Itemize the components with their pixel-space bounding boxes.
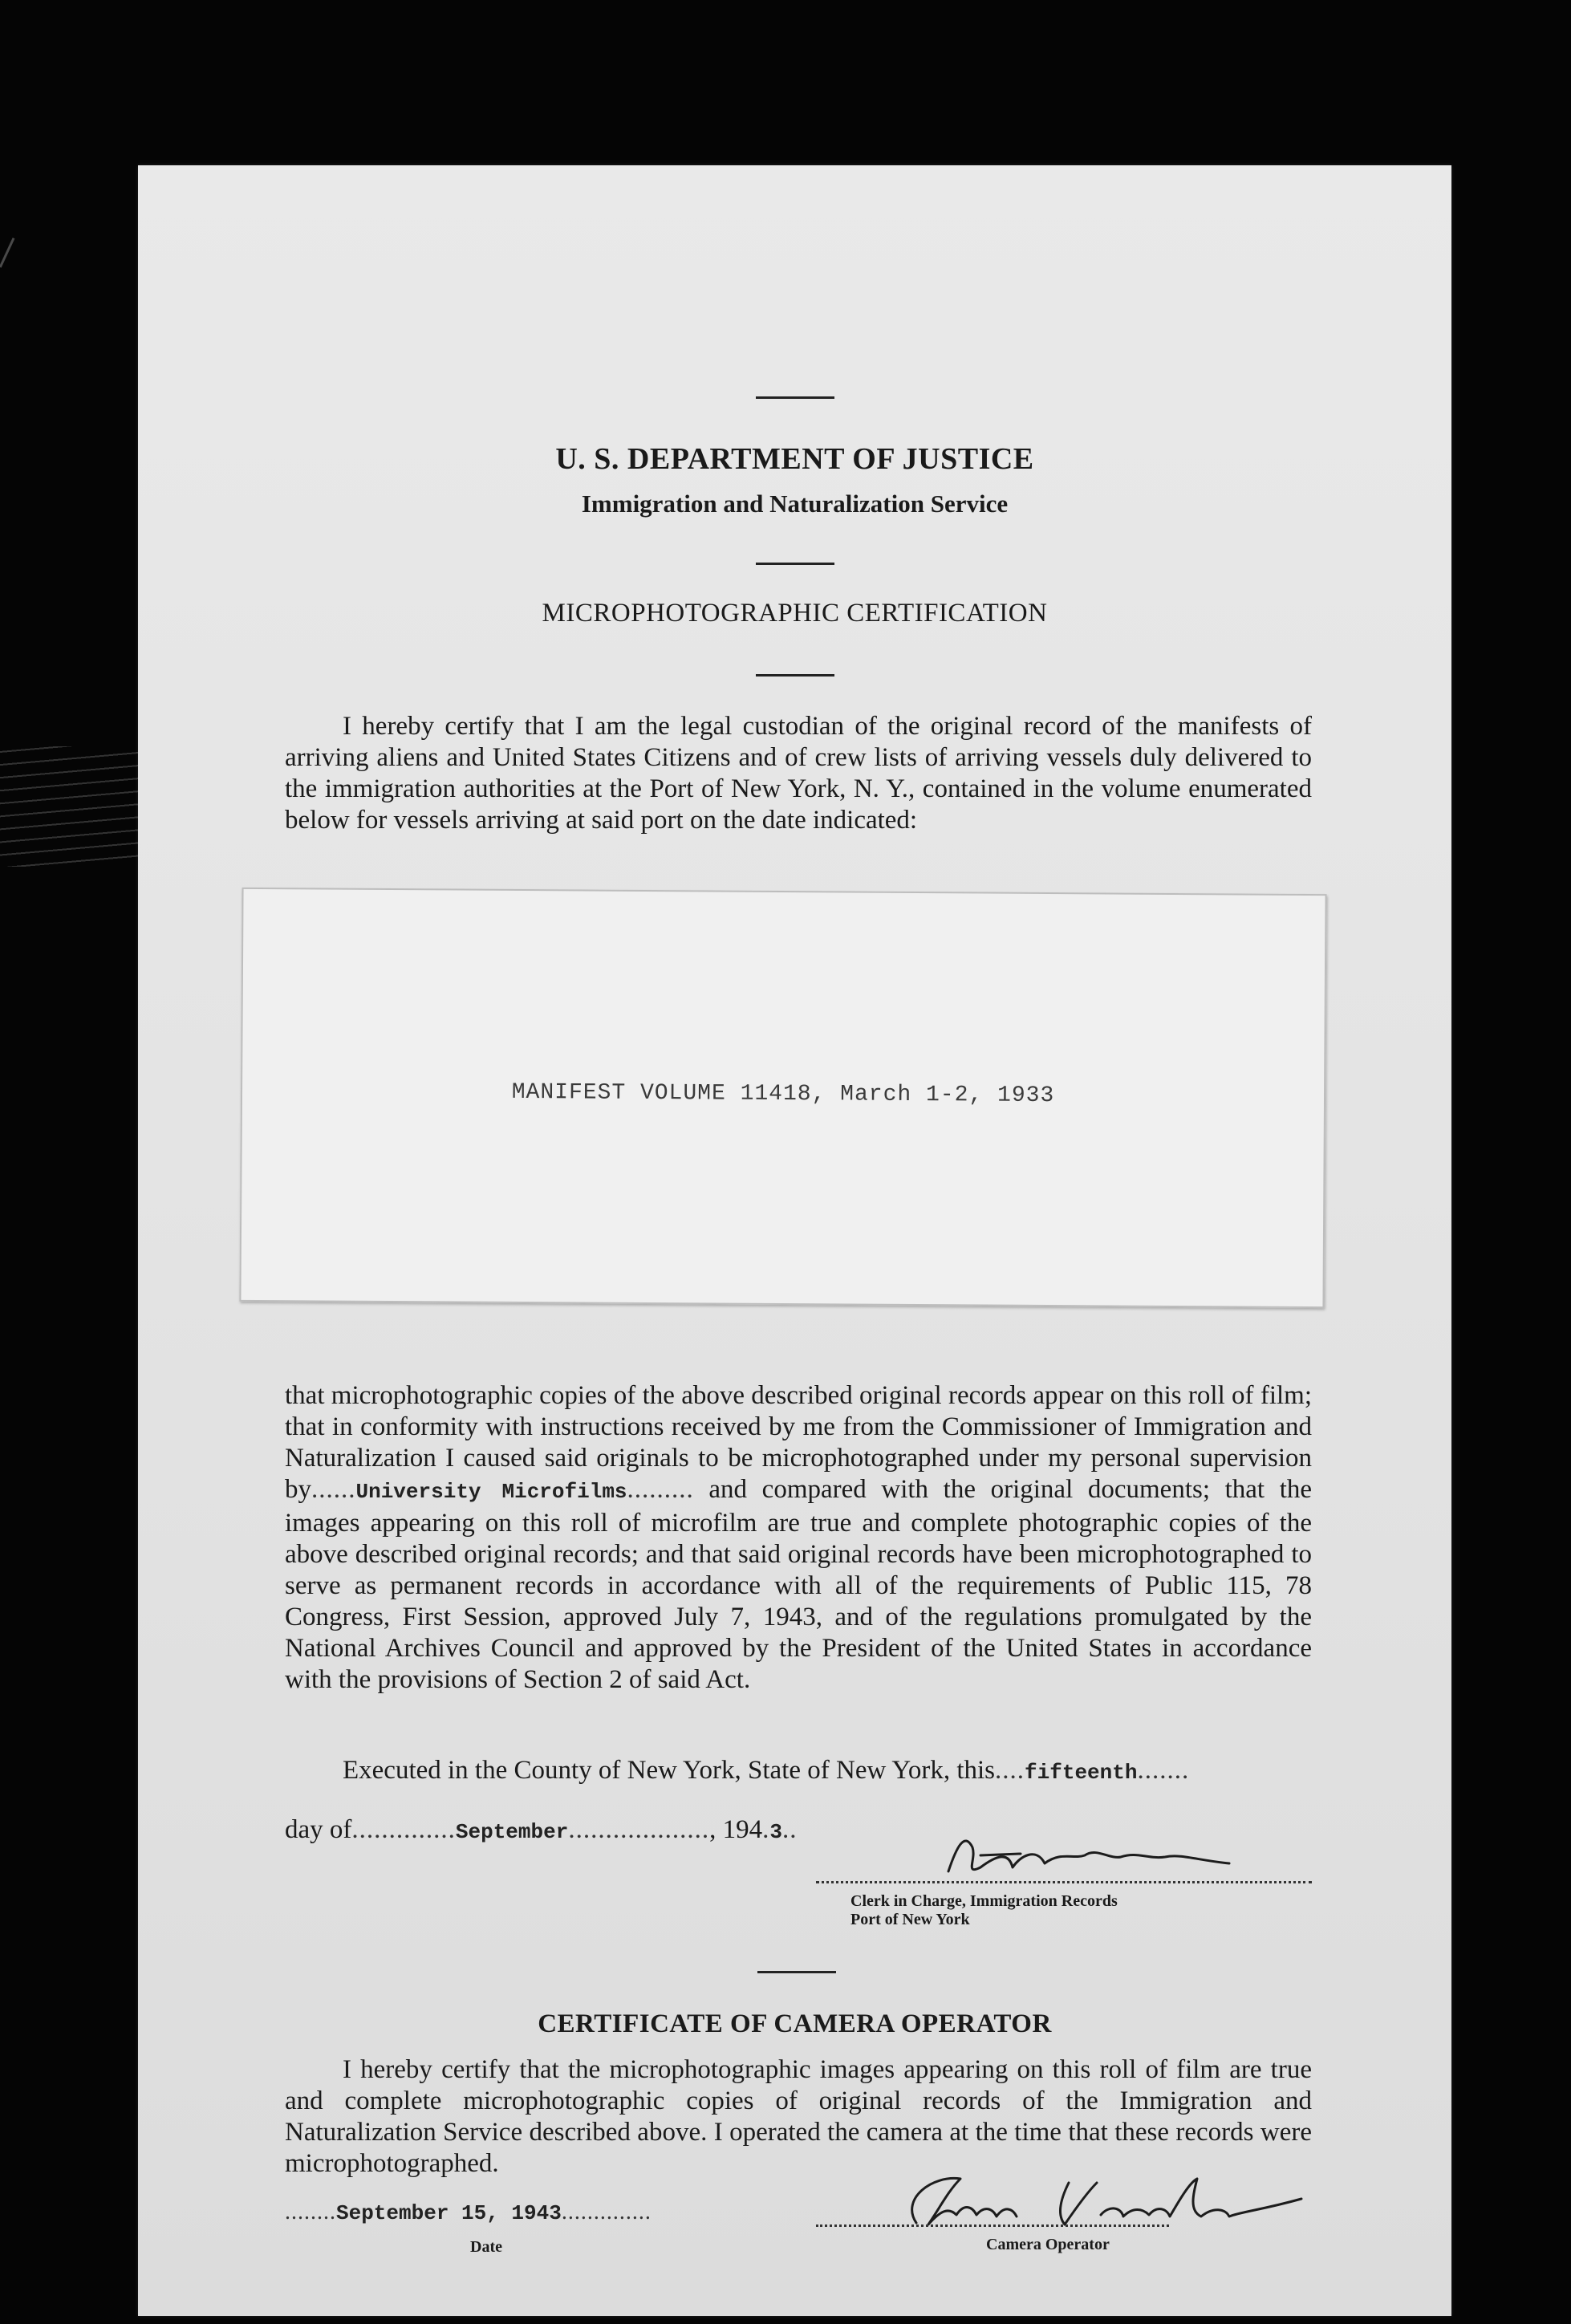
film-scratch-mark — [0, 238, 32, 276]
date-label: Date — [470, 2238, 502, 2256]
camera-date-value: September 15, 1943 — [336, 2201, 562, 2225]
certificate-page — [138, 165, 1451, 2316]
clerk-signature — [932, 1823, 1277, 1887]
service-subheading: Immigration and Naturalization Service — [581, 490, 1009, 518]
camera-operator-paragraph: I hereby certify that the microphotographic images appearing on this roll of film are true and complete microphotographic copies of original records of the Immigration and Naturalization Service described above. I operated the camera at the time that these records were microphotographed. — [285, 2055, 1312, 2178]
divider-3 — [757, 1971, 836, 1973]
day-value: fifteenth — [1025, 1761, 1138, 1785]
supervised-by-value: University Microfilms — [355, 1480, 627, 1504]
clerk-signature-line — [816, 1881, 1312, 1883]
body-text-part1: that microphotographic copies of the above described original records appear on this roll of film; that in conformity with instructions received by me from the Commissioner of Immigration and Naturalization I caused said originals to be microphotographed under my personal supervision by — [285, 1381, 1312, 1504]
camera-operator-heading: CERTIFICATE OF CAMERA OPERATOR — [538, 2009, 1052, 2038]
executed-line: Executed in the County of New York, State of New York, this....fifteenth....... — [343, 1756, 1190, 1785]
manifest-volume-text: MANIFEST VOLUME 11418, March 1-2, 1933 — [511, 1079, 1055, 1109]
certification-title: MICROPHOTOGRAPHIC CERTIFICATION — [542, 599, 1048, 628]
camera-operator-signature — [884, 2167, 1317, 2239]
day-of-label: day of — [285, 1815, 352, 1844]
department-heading: U. S. DEPARTMENT OF JUSTICE — [555, 442, 1034, 476]
body-text-part2: and compared with the original documents; that the images appearing on this roll of microfilm are true and complete photographic copies of the above described original records; and that said original records have been microphotographed to serve as permanent records in accordance with all of the requirements of Public 115, 78 Congress, First Session, approved July 7, 1943, and of the regulations promulgated by the National Archives Council and approved by the President of the United States in accordance with the provisions of Section 2 of said Act. — [285, 1475, 1313, 1694]
body-paragraph: that microphotographic copies of the above described original records appear on this roll of film; that in conformity with instructions received by me from the Commissioner of Immigration and Naturalization I caused said originals to be microphotographed under my personal supervision by......University Microfilms......... and compared with the original documents; that the images appearing on this roll of microfilm are true and complete photographic copies of the above described original records; and that said original records have been microphotographed to serve as permanent records in accordance with all of the requirements of Public 115, 78 Congress, First Session, approved July 7, 1943, and of the regulations promulgated by the National Archives Council and approved by the President of the United States in accordance with the provisions of Section 2 of said Act. — [285, 1381, 1313, 1694]
divider-1 — [756, 563, 834, 565]
executed-prefix: Executed in the County of New York, State of New York, this — [343, 1756, 996, 1785]
month-value: September — [455, 1820, 569, 1844]
date-line: day of..............September..................., 194.3.. — [285, 1815, 798, 1844]
camera-date-field: ........September 15, 1943.............. — [285, 2200, 652, 2225]
year-digit-value: 3 — [769, 1820, 782, 1844]
camera-operator-signature-line — [816, 2224, 1169, 2227]
clerk-title — [850, 1892, 1118, 1929]
film-edge-artifact — [0, 746, 144, 867]
clerk-title-line2: Port of New York — [850, 1911, 970, 1928]
divider-2 — [756, 674, 834, 676]
camera-operator-label: Camera Operator — [986, 2236, 1110, 2253]
intro-paragraph: I hereby certify that I am the legal custodian of the original record of the manifests of arriving aliens and United States Citizens and of crew lists of arriving vessels duly delivered to the immigration authorities at the Port of New York, N. Y., contained in the volume enumerated below for vessels arriving at said port on the date indicated: — [285, 712, 1312, 835]
manifest-slip — [239, 888, 1326, 1308]
clerk-title-line1: Clerk in Charge, Immigration Records — [850, 1892, 1118, 1910]
year-prefix: , 194 — [709, 1815, 763, 1844]
